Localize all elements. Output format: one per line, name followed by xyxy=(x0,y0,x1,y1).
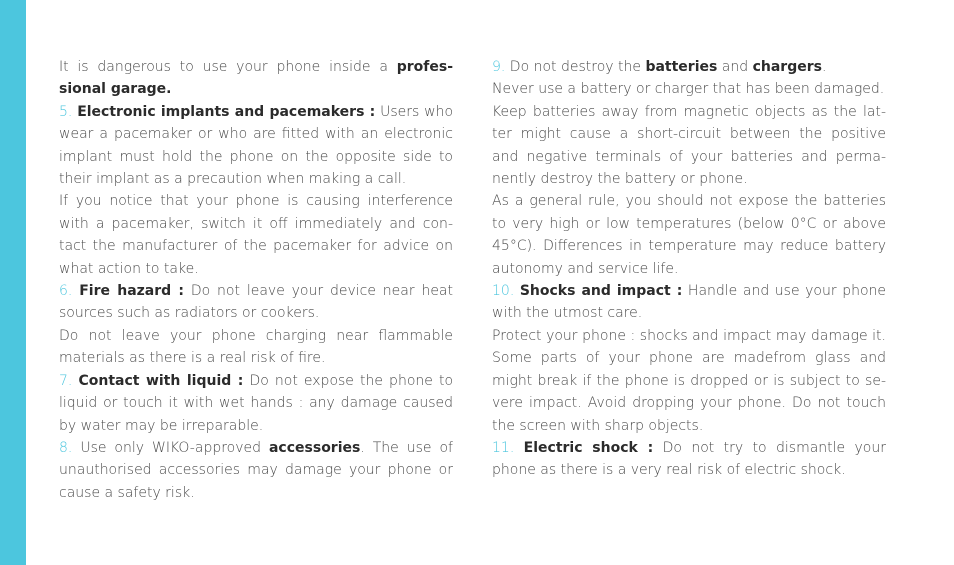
section-9-paragraph-4: As a general rule, you should not expose the batteries to very high or low temperatures (below 0°C or above 45°C). Differences in temperature may reduce battery autonomy and service life. xyxy=(492,193,886,277)
accent-side-bar xyxy=(0,0,26,565)
section-7-heading: Contact with liquid : xyxy=(78,372,244,389)
section-10-paragraph xyxy=(492,280,886,325)
section-8-text-1: Use only WIKO-approved xyxy=(72,439,269,456)
right-column xyxy=(492,56,886,482)
intro-keyword: professional garage. xyxy=(59,59,453,98)
section-11-paragraph xyxy=(492,437,886,482)
section-6-number: 6. xyxy=(59,283,73,300)
section-9-paragraph-2: Never use a battery or charger that has been damaged. xyxy=(492,81,885,98)
section-9-number: 9. xyxy=(492,59,506,75)
section-8-keyword: accessories xyxy=(268,439,361,456)
section-10-heading: Shocks and impact : xyxy=(519,283,683,300)
section-6-text: Do not leave your device near heat sources such as radiators or cookers. xyxy=(59,283,454,322)
section-9-text-3: . xyxy=(821,59,827,75)
section-9-keyword-batteries: batteries xyxy=(645,59,718,75)
section-5-text: Users who wear a pacemaker or who are fitted with an electronic implant must hold the phone on the opposite side to their implant as a precaution when making a call. xyxy=(59,103,454,188)
section-10-text: Handle and use your phone with the utmost care. xyxy=(492,283,886,322)
section-6-paragraph-2: Do not leave your phone charging near flammable materials as there is a real risk of fire. xyxy=(59,327,453,367)
section-5-paragraph xyxy=(59,101,453,191)
section-9-text-1: Do not destroy the xyxy=(505,59,646,75)
section-5-number: 5. xyxy=(59,103,73,120)
section-10-number: 10. xyxy=(492,283,515,300)
section-10-paragraph-2: Protect your phone : shocks and impact may damage it. Some parts of your phone are madefrom glass and might break if the phone is dropped or is subject to severe impact. Avoid dropping your phone. Do not touch the screen with sharp objects. xyxy=(492,327,886,434)
section-7-paragraph xyxy=(59,370,453,437)
section-11-heading: Electric shock : xyxy=(523,439,654,456)
section-6-paragraph xyxy=(59,280,453,325)
section-9-paragraph-3: Keep batteries away from magnetic objects as the latter might cause a short-circuit between the positive and negative terminals of your batteries and permanently destroy the battery or phone. xyxy=(492,103,886,188)
section-7-text: Do not expose the phone to liquid or touch it with wet hands : any damage caused by water may be irreparable. xyxy=(59,372,454,434)
section-11-text: Do not try to dismantle your phone as there is a very real risk of electric shock. xyxy=(492,439,887,479)
left-column xyxy=(59,56,453,504)
section-8-number: 8. xyxy=(59,439,73,456)
section-9-paragraph xyxy=(492,56,886,78)
section-9-keyword-chargers: chargers xyxy=(752,59,822,75)
section-11-number: 11. xyxy=(492,439,515,456)
section-8-text-2: . The use of unauthorised accessories may damage your phone or cause a safety risk. xyxy=(59,439,453,501)
section-5-paragraph-2: If you notice that your phone is causing interference with a pacemaker, switch it off immediately and contact the manufacturer of the pacemaker for advice on what action to take. xyxy=(59,193,453,277)
section-7-number: 7. xyxy=(59,372,73,389)
section-6-heading: Fire hazard : xyxy=(79,283,185,300)
section-8-paragraph xyxy=(59,437,453,504)
section-5-heading: Electronic implants and pacemakers : xyxy=(77,103,376,120)
intro-text: It is dangerous to use your phone inside a xyxy=(59,59,397,75)
intro-paragraph xyxy=(59,56,453,101)
section-9-text-2: and xyxy=(717,59,753,75)
